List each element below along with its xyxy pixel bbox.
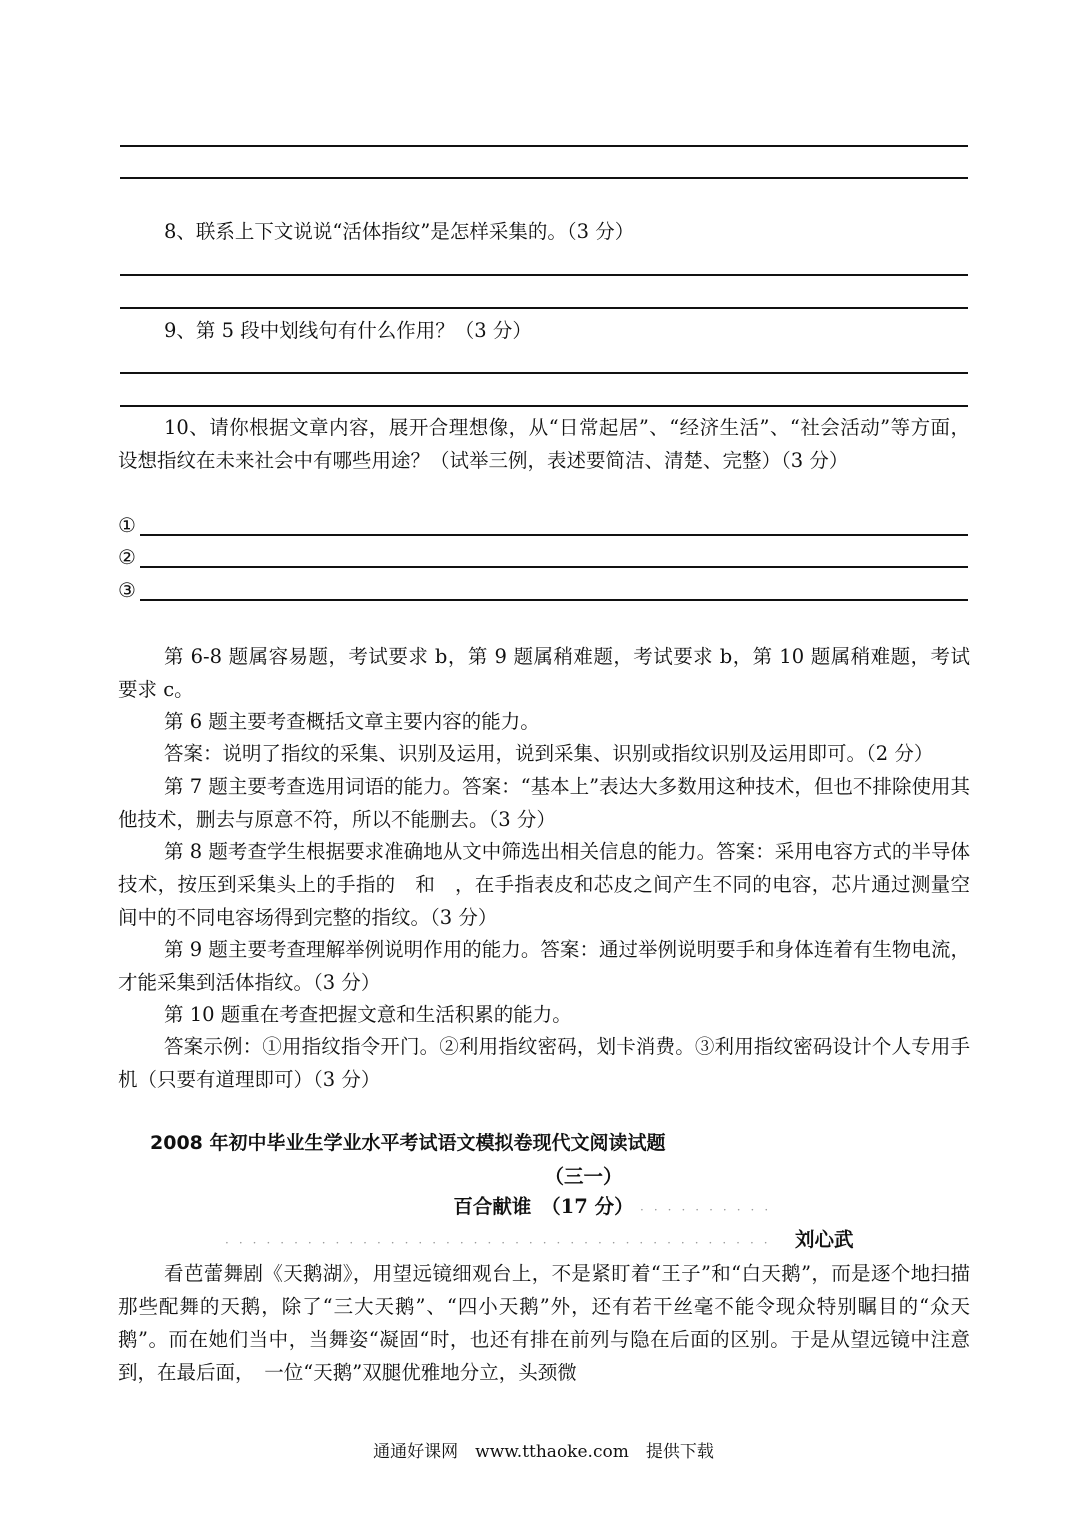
article-body: 看芭蕾舞剧《天鹅湖》，用望远镜细观台上，不是紧盯着“王子”和“白天鹅”，而是逐个地扫描那些配舞的天鹅，除了“三大天鹅”、“四小天鹅”外，还有若干丝毫不能令现众特别瞩目的“众天鹅”。而在她们当中，当舞姿“凝固“时，也还有排在前列与隐在后面的区别。于是从望远镜中注意到，在最后面， 一位“天鹅”双腿优雅地分立，头颈微 xyxy=(118,1262,970,1384)
analysis-q9: 第 9 题主要考查理解举例说明作用的能力。答案：通过举例说明要手和身体连着有生物电流，才能采集到活体指纹。（3 分） xyxy=(118,938,970,994)
dotted-leader: ·········· xyxy=(640,1203,779,1217)
article-author: 刘心武 xyxy=(795,1228,854,1251)
numbered-answer-line-2[interactable] xyxy=(118,545,968,569)
circled-number-1: ① xyxy=(118,513,136,537)
answer-line[interactable] xyxy=(120,274,968,276)
answer-q6: 答案：说明了指纹的采集、识别及运用，说到采集、识别或指纹识别及运用即可。（2 分） xyxy=(164,742,934,765)
analysis-q6: 第 6 题主要考查概括文章主要内容的能力。 xyxy=(164,710,540,733)
question-9: 9、第 5 段中划线句有什么作用？（3 分） xyxy=(164,319,532,342)
dotted-leader: ········································ xyxy=(225,1236,778,1250)
analysis-q8: 第 8 题考查学生根据要求准确地从文中筛选出相关信息的能力。答案：采用电容方式的半导体技术，按压到采集头上的手指的 和 ，在手指表皮和芯皮之间产生不同的电容，芯片通过测量空间中的不同电容场得到完整的指纹。（3 分） xyxy=(118,840,970,929)
circled-number-2: ② xyxy=(118,545,136,569)
answer-line[interactable] xyxy=(120,372,968,374)
numbered-answer-line-3[interactable] xyxy=(118,578,968,602)
answer-q10: 答案示例：①用指纹指令开门。②利用指纹密码，划卡消费。③利用指纹密码设计个人专用手机（只要有道理即可）（3 分） xyxy=(118,1035,970,1091)
answer-line xyxy=(140,599,968,601)
page-footer: 通通好课网 www.tthaoke.com 提供下载 xyxy=(373,1442,714,1462)
analysis-q7: 第 7 题主要考查选用词语的能力。答案：“基本上”表达大多数用这种技术，但也不排除使用其他技术，删去与原意不符，所以不能删去。（3 分） xyxy=(118,775,970,831)
analysis-difficulty: 第 6-8 题属容易题，考试要求 b，第 9 题属稍难题，考试要求 b，第 10 题属稍难题，考试要求 c。 xyxy=(118,645,970,701)
answer-line[interactable] xyxy=(120,307,968,309)
section-number: （三一） xyxy=(544,1165,623,1188)
answer-line[interactable] xyxy=(120,177,968,179)
answer-line xyxy=(140,566,968,568)
question-8: 8、联系上下文说说“活体指纹”是怎样采集的。（3 分） xyxy=(164,220,635,243)
numbered-answer-line-1[interactable] xyxy=(118,513,968,537)
analysis-q10: 第 10 题重在考查把握文意和生活积累的能力。 xyxy=(164,1003,572,1026)
section-heading: 2008 年初中毕业生学业水平考试语文模拟卷现代文阅读试题 xyxy=(150,1132,666,1154)
question-10: 10、请你根据文章内容，展开合理想像，从“日常起居”、“经济生活”、“社会活动”等方面，设想指纹在未来社会中有哪些用途？（试举三例，表述要简洁、清楚、完整）（3 分） xyxy=(118,416,970,472)
answer-line[interactable] xyxy=(120,405,968,407)
circled-number-3: ③ xyxy=(118,578,136,602)
answer-line[interactable] xyxy=(120,145,968,147)
article-title: 百合献谁 （17 分） xyxy=(453,1195,634,1218)
answer-line xyxy=(140,534,968,536)
